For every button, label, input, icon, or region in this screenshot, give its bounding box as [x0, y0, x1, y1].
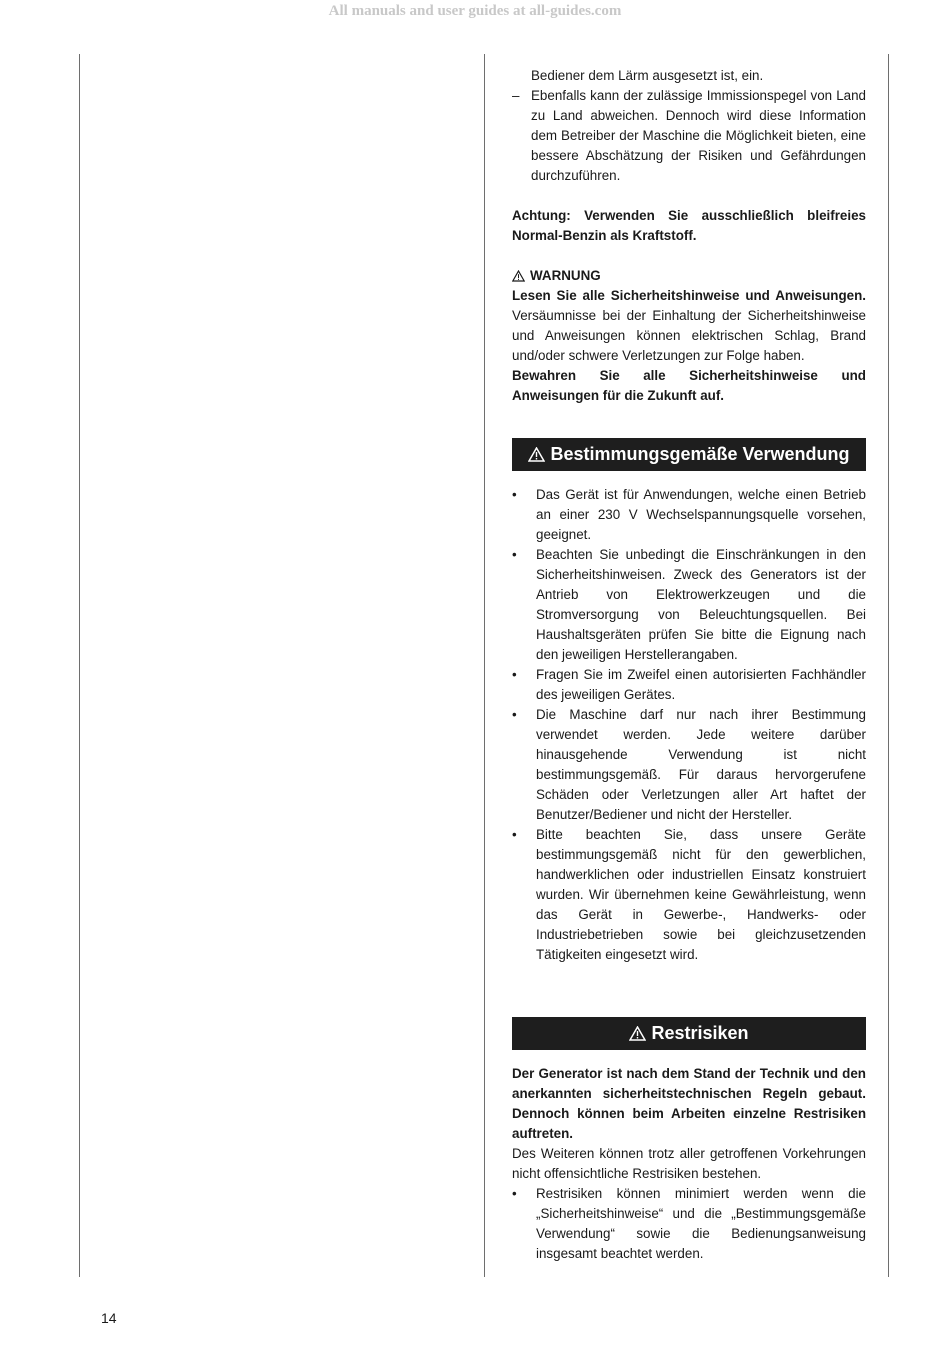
continued-list-line	[512, 66, 866, 86]
dash-marker: –	[512, 88, 520, 103]
dash-item-text: Ebenfalls kann der zulässige Immissionspegel von Land zu Land abweichen. Dennoch wird diese Information dem Betreiber der Maschine die Möglichkeit bieten, eine bessere Abschätzung der Risiken und Gefährdungen durchzuführen.	[531, 88, 866, 183]
residual-risks-intro-bold: Der Generator ist nach dem Stand der Technik und den anerkannten sicherheitstechnischen Regeln gebaut. Dennoch können beim Arbeiten einzelne Restrisiken auftreten.	[512, 1066, 866, 1141]
residual-risks-intro: Des Weiteren können trotz aller getroffenen Vorkehrungen nicht offensichtliche Restrisiken bestehen.	[512, 1146, 866, 1181]
fuel-notice: Achtung: Verwenden Sie ausschließlich bleifreies Normal-Benzin als Kraftstoff.	[512, 208, 866, 243]
section-heading-residual-risks	[512, 1017, 866, 1050]
list-item	[512, 485, 866, 545]
bullet-marker: •	[512, 827, 517, 842]
column-rule-right	[888, 54, 889, 1277]
warning-keep-instructions: Bewahren Sie alle Sicherheitshinweise und Anweisungen für die Zukunft auf.	[512, 368, 866, 403]
list-item-text: Die Maschine darf nur nach ihrer Bestimmung verwendet werden. Jede weitere darüber hinausgehende Verwendung ist nicht bestimmungsgemäß. Für daraus hervorgerufene Schäden oder Verletzungen aller Art haftet der Benutzer/Bediener und nicht der Hersteller.	[536, 707, 866, 822]
dash-list-item	[512, 86, 866, 186]
bullet-marker: •	[512, 1186, 517, 1201]
continued-text: Bediener dem Lärm ausgesetzt ist, ein.	[531, 68, 764, 83]
list-item	[512, 825, 866, 965]
warning-block	[512, 266, 866, 406]
warning-paragraph	[512, 286, 866, 366]
list-item-text: Fragen Sie im Zweifel einen autorisierten Fachhändler des jeweiligen Gerätes.	[536, 667, 866, 702]
list-item	[512, 705, 866, 825]
warning-triangle-icon	[528, 447, 545, 462]
right-text-column	[512, 66, 866, 1264]
bullet-marker: •	[512, 667, 517, 682]
watermark-banner: All manuals and user guides at all-guides.com	[328, 3, 622, 19]
warning-lead-bold: Lesen Sie alle Sicherheitshinweise und Anweisungen.	[512, 288, 866, 303]
column-rule-middle	[484, 54, 485, 1277]
list-item-text: Das Gerät ist für Anwendungen, welche einen Betrieb an einer 230 V Wechselspannungsquelle vorsehen, geeignet.	[536, 487, 866, 542]
warning-heading	[512, 266, 866, 286]
list-item	[512, 1184, 866, 1264]
warning-lead-text: Versäumnisse bei der Einhaltung der Sicherheitshinweise und Anweisungen können elektrischen Schlag, Brand und/oder schwere Verletzungen zur Folge haben.	[512, 308, 866, 363]
section-title: Restrisiken	[651, 1023, 749, 1043]
bullet-marker: •	[512, 707, 517, 722]
section-heading-intended-use	[512, 438, 866, 471]
list-item-text: Restrisiken können minimiert werden wenn die „Sicherheitshinweise“ und die „Bestimmungsgemäße Verwendung“ sowie die Bedienungsanweisung insgesamt beachtet werden.	[536, 1186, 866, 1261]
section-title: Bestimmungsgemäße Verwendung	[550, 444, 850, 464]
list-item-text: Beachten Sie unbedingt die Einschränkungen in den Sicherheitshinweisen. Zweck des Generators ist der Antrieb von Elektrowerkzeugen und die Stromversorgung von Beleuchtungsquellen. Bei Haushaltsgeräten prüfen Sie bitte die Eignung nach den jeweiligen Herstellerangaben.	[536, 547, 866, 662]
page-number: 14	[101, 1310, 117, 1326]
warning-triangle-icon	[629, 1026, 646, 1041]
bullet-marker: •	[512, 487, 517, 502]
column-rule-left	[79, 54, 80, 1277]
residual-risks-body	[512, 1064, 866, 1264]
warning-heading-text: WARNUNG	[530, 268, 601, 283]
bullet-marker: •	[512, 547, 517, 562]
list-item	[512, 545, 866, 665]
list-item-text: Bitte beachten Sie, dass unsere Geräte bestimmungsgemäß nicht für den gewerblichen, handwerklichen oder industriellen Einsatz konstruiert wurden. Wir übernehmen keine Gewährleistung, wenn das Gerät in Gewerbe-, Handwerks- oder Industriebetrieben sowie bei gleichzusetzenden Tätigkeiten eingesetzt wird.	[536, 827, 866, 962]
intended-use-list	[512, 485, 866, 965]
list-item	[512, 665, 866, 705]
warning-triangle-icon	[512, 270, 525, 282]
